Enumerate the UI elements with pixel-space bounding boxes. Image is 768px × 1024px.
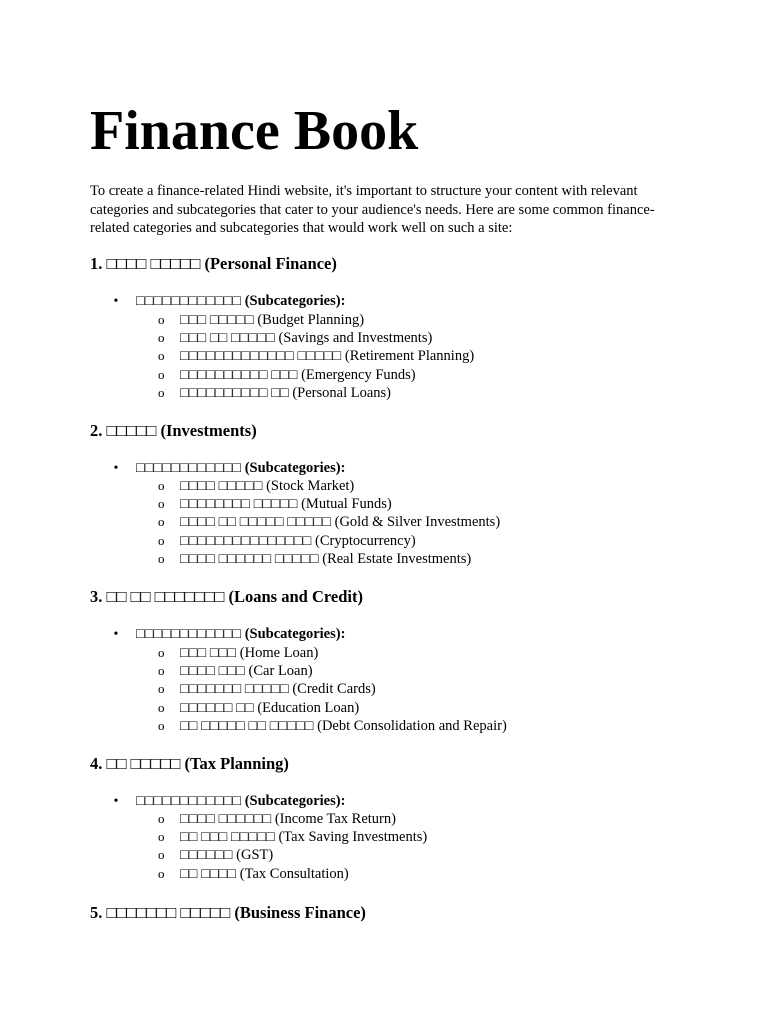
bullet: • (113, 461, 119, 476)
sub-bullet: o (158, 312, 165, 327)
sub-bullet: o (158, 681, 165, 697)
sub-bullet: o (158, 865, 165, 881)
sub-bullet: o (158, 717, 165, 733)
sub-bullet: o (158, 330, 165, 346)
sub-bullet: o (158, 478, 165, 493)
sub-bullet: o (158, 847, 165, 863)
bullet: • (113, 627, 119, 642)
sub-bullet: o (158, 384, 165, 400)
sub-bullet: o (158, 645, 165, 660)
section-heading: 5. □□□□□□□ □□□□□ (Business Finance) (90, 903, 366, 922)
sub-bullet: o (158, 811, 165, 826)
section-heading: 3. □□ □□ □□□□□□□ (Loans and Credit) (90, 587, 363, 606)
bullet: • (113, 294, 119, 309)
document-page: Finance Book To create a finance-related Hindi website, it's important to structure your content with relevant categories and subcategories that cater to your audience's needs. Here are some common finance-related categories and subcategories that would work well on such a site: 1. □□□□ □□□□□ (Personal Finance) • □□□□□□□□□□□□ (Subcategories): o □□□ □□□□□ (Budget Planning) o □□□ □□ □□□□□ (Savings and Investments) o □□□□□□□□□□□□□ □□□□□ (Retirement Planning) o □□□□□□□□□□ □□□ (Emergency Funds) o □□□□□□□□□□ □□ (Personal Loans) 2. □□□□□ (Investments) • □□□□□□□□□□□□ (Subcategories): o □□□□ □□□□□ (Stock Market) o □□□□□□□□ □□□□□ (Mutual Funds) o □□□□ □□ □□□□□ □□□□□ (Gold & Silver Investments) o □□□□□□□□□□□□□□□ (Cryptocurrency) o □□□□ □□□□□□ □□□□□ (Real Estate Investments) 3. □□ □□ □□□□□□□ (Loans and Credit) • □□□□□□□□□□□□ (Subcategories): o □□□ □□□ (Home Loan) o □□□□ □□□ (Car Loan) o □□□□□□□ □□□□□ (Credit Cards) o □□□□□□ □□ (Education Loan) o □□ □□□□□ □□ □□□□□ (Debt Consolidation and Repair) 4. □□ □□□□□ (Tax Planning) • □□□□□□□□□□□□ (Subcategories): o □□□□ □□□□□□ (Income Tax Return) o □□ □□□ □□□□□ (Tax Saving Investments) o □□□□□□ (GST) o □□ □□□□ (Tax Consultation) 5. □□□□□□□ □□□□□ (Business Finance) (0, 0, 768, 1024)
sub-bullet: o (158, 514, 165, 530)
intro-paragraph: To create a finance-related Hindi website, it's important to structure your content with relevant categories and subcategories that cater to your audience's needs. Here are some common finance-related categories and subcategories that would work well on such a site: (90, 183, 655, 236)
sub-bullet: o (158, 663, 165, 679)
sub-bullet: o (158, 532, 165, 548)
subcategories-label: □□□□□□□□□□□□ (Subcategories): (136, 460, 346, 476)
sub-bullet: o (158, 550, 165, 566)
bullet: • (113, 794, 119, 809)
subcategories-label: □□□□□□□□□□□□ (Subcategories): (136, 793, 346, 809)
section-heading: 1. □□□□ □□□□□ (Personal Finance) (90, 254, 337, 273)
subcategories-label: □□□□□□□□□□□□ (Subcategories): (136, 626, 346, 642)
sub-bullet: o (158, 348, 165, 364)
sub-bullet: o (158, 699, 165, 715)
sub-bullet: o (158, 496, 165, 512)
page-title: Finance Book (90, 100, 419, 162)
section-heading: 4. □□ □□□□□ (Tax Planning) (90, 754, 289, 773)
sub-bullet: o (158, 829, 165, 845)
subcategories-label: □□□□□□□□□□□□ (Subcategories): (136, 293, 346, 309)
section-heading: 2. □□□□□ (Investments) (90, 421, 257, 440)
sub-bullet: o (158, 366, 165, 382)
